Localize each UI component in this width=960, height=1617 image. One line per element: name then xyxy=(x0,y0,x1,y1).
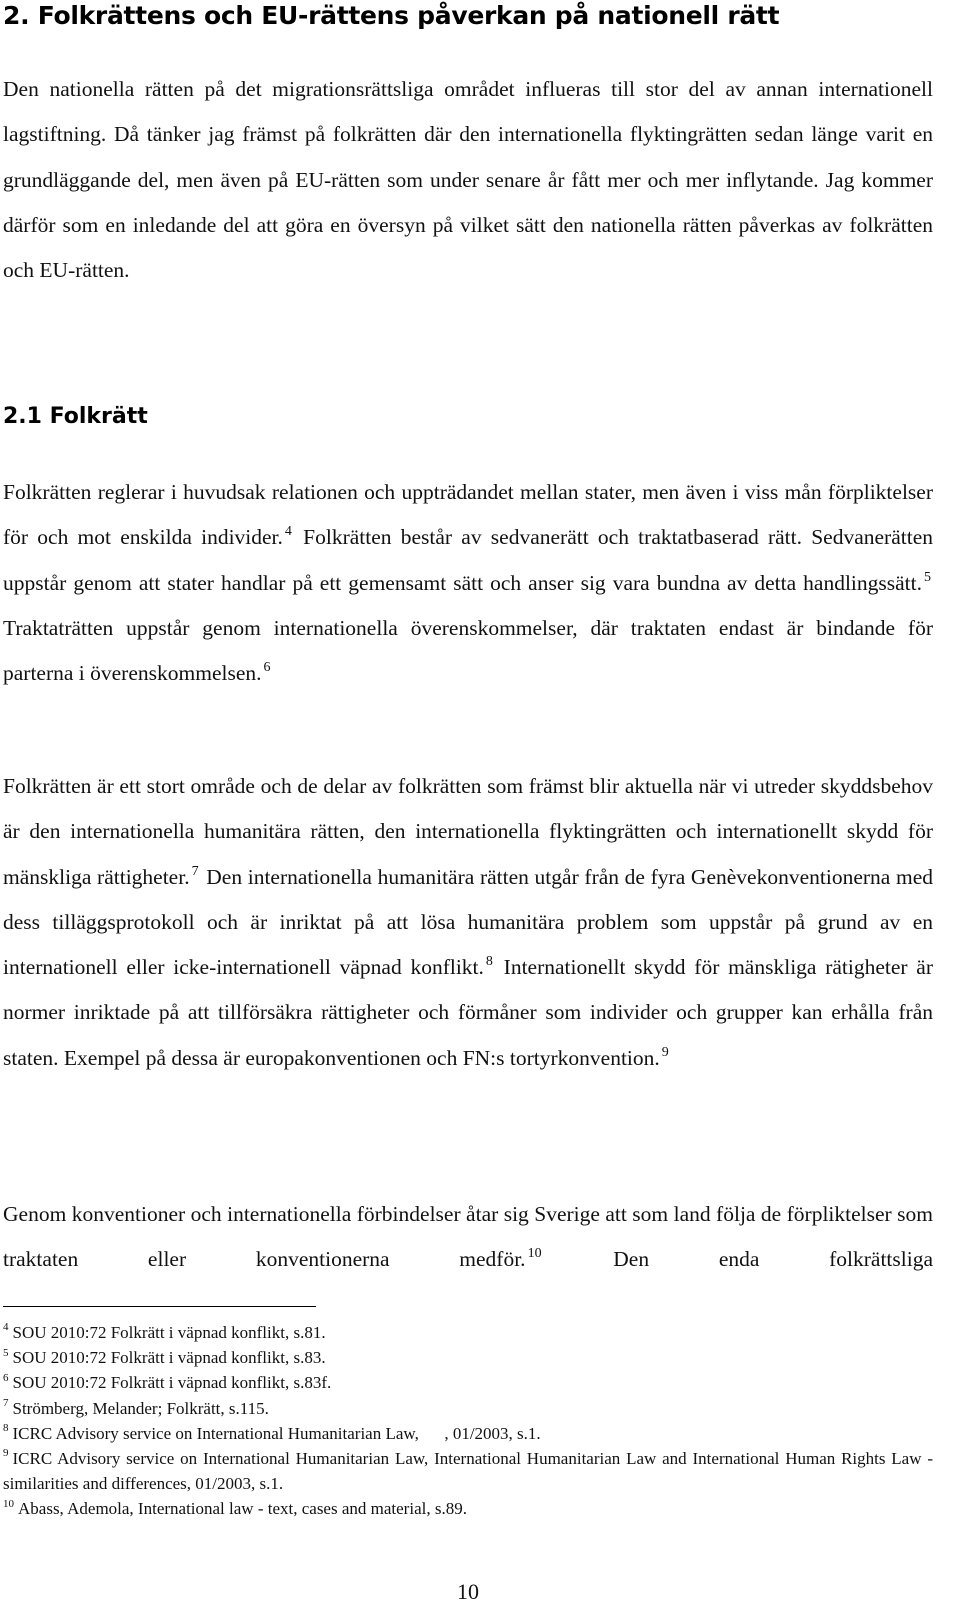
body-paragraph-conventions xyxy=(3,1192,933,1283)
footnote-text: ICRC Advisory service on International Humanitarian Law, International Humanitarian Law and International Human Rights Law - similarities and differences, 01/2003, s.1. xyxy=(3,1449,933,1494)
footnote xyxy=(3,1345,933,1370)
footnote xyxy=(3,1496,933,1521)
body-paragraph-folkratt-definition xyxy=(3,470,933,696)
footnotes xyxy=(3,1320,933,1522)
footnote-ref[interactable]: 9 xyxy=(661,1044,669,1060)
sentence: Den internationella humanitära rätten utgår från de fyra Genèvekonventionerna med dess tilläggsprotokoll och är inriktat på att lösa humanitära problem som uppstår på grund av en internationell eller icke-internationell väpnad konflikt. xyxy=(3,864,933,980)
footnote xyxy=(3,1370,933,1395)
footnote-number: 5 xyxy=(3,1346,9,1359)
sentence: Genom konventioner och internationella förbindelser åtar sig Sverige att som land följa de förpliktelser som traktaten eller konventionerna medför. xyxy=(3,1202,933,1272)
footnote-number: 7 xyxy=(3,1396,9,1409)
footnote-text: ICRC Advisory service on International Humanitarian Law, , 01/2003, s.1. xyxy=(12,1423,541,1443)
footnote-number: 4 xyxy=(3,1321,9,1334)
footnote-number: 6 xyxy=(3,1371,9,1384)
footnote-ref[interactable]: 4 xyxy=(284,524,292,540)
footnote-ref[interactable]: 7 xyxy=(191,863,199,879)
footnote-number: 9 xyxy=(3,1447,9,1460)
sentence: Folkrätten reglerar i huvudsak relationen och uppträdandet mellan stater, men även i viss mån förpliktelser för och mot enskilda individer. xyxy=(3,480,933,550)
footnote-text: SOU 2010:72 Folkrätt i väpnad konflikt, s.83. xyxy=(12,1348,326,1368)
sentence: Folkrätten är ett stort område och de delar av folkrätten som främst blir aktuella när vi utreder skyddsbehov är den internationella humanitära rätten, den internationella flyktingrätten och internationellt skydd för mänskliga rättigheter. xyxy=(3,774,933,889)
footnote-ref[interactable]: 6 xyxy=(263,660,271,676)
intro-paragraph: Den nationella rätten på det migrationsrättsliga området influeras till stor del av annan internationell lagstiftning. Då tänker jag främst på folkrätten där den internationella flyktingrätten sedan länge varit en grundläggande del, men även på EU-rätten som under senare år fått mer och mer inflytande. Jag kommer därför som en inledande del att göra en översyn på vilket sätt den nationella rätten påverkas av folkrätten och EU-rätten. xyxy=(3,77,933,283)
sentence: Internationellt skydd för mänskliga rätigheter är normer inriktade på att tillförsäkra rättigheter och förmåner som individer och grupper kan erhålla från staten. Exempel på dessa är europakonventionen och FN:s tortyrkonvention. xyxy=(3,955,934,1070)
footnote-ref[interactable]: 10 xyxy=(527,1246,542,1262)
footnote-ref[interactable]: 8 xyxy=(485,954,493,970)
footnote-ref[interactable]: 5 xyxy=(924,569,931,585)
sentence: Traktaträtten uppstår genom internationella överenskommelser, där traktaten endast är bindande för parterna i överenskommelsen. xyxy=(3,615,933,686)
section-heading: 2.1 Folkrätt xyxy=(3,404,148,429)
footnote xyxy=(3,1421,933,1446)
chapter-heading: 2. Folkrättens och EU-rättens påverkan på nationell rätt xyxy=(3,1,780,30)
footnote-number: 10 xyxy=(3,1497,14,1510)
footnote-text: SOU 2010:72 Folkrätt i väpnad konflikt, s.81. xyxy=(12,1323,326,1342)
footnote xyxy=(3,1396,933,1421)
footnote-text: SOU 2010:72 Folkrätt i väpnad konflikt, s.83f. xyxy=(12,1373,332,1393)
footnote xyxy=(3,1446,933,1496)
footnote-separator xyxy=(3,1306,316,1307)
page-number: 10 xyxy=(457,1579,479,1604)
body-paragraph-folkratt-areas xyxy=(3,764,933,1081)
sentence: Den enda folkrättsliga xyxy=(613,1247,934,1272)
footnote-number: 8 xyxy=(3,1422,9,1435)
footnote-text: Abass, Ademola, International law - text, cases and material, s.89. xyxy=(18,1499,467,1519)
footnote-text: Strömberg, Melander; Folkrätt, s.115. xyxy=(12,1398,269,1418)
footnote xyxy=(3,1320,933,1345)
sentence: Folkrätten består av sedvanerätt och traktatbaserad rätt. Sedvanerätten uppstår genom att stater handlar på ett gemensamt sätt och anser sig vara bundna av detta handlingssätt. xyxy=(3,525,933,595)
